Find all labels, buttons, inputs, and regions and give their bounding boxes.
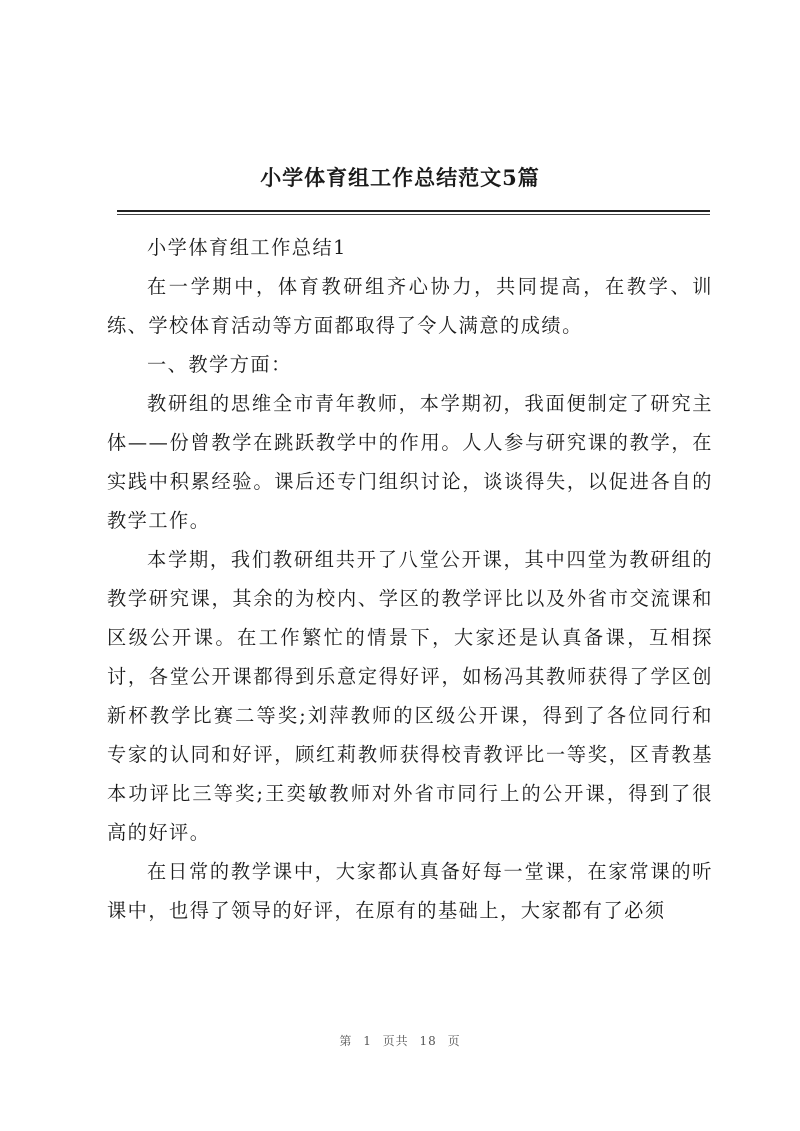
page-footer: 第 1 页共 18 页	[339, 1034, 461, 1048]
paragraph: 在一学期中，体育教研组齐心协力，共同提高，在教学、训练、学校体育活动等方面都取得了令人满意的成绩。	[107, 275, 713, 337]
paragraph: 本学期，我们教研组共开了八堂公开课，其中四堂为教研组的教学研究课，其余的为校内、学区的教学评比以及外省市交流课和区级公开课。在工作繁忙的情景下，大家还是认真备课，互相探讨，各堂公开课都得到乐意定得好评，如杨冯其教师获得了学区创新杯教学比赛二等奖;刘萍教师的区级公开课，得到了各位同行和专家的认同和好评，顾红莉教师获得校青教评比一等奖，区青教基本功评比三等奖;王奕敏教师对外省市同行上的公开课，得到了很高的好评。	[107, 548, 713, 844]
document-title: 小学体育组工作总结范文5篇	[260, 165, 540, 190]
section-heading: 小学体育组工作总结1	[147, 236, 347, 259]
title-divider	[117, 210, 710, 212]
paragraph: 在日常的教学课中，大家都认真备好每一堂课，在家常课的听课中，也得了领导的好评，在原有的基础上，大家都有了必须	[107, 860, 713, 922]
document-body	[107, 228, 713, 930]
subsection-heading: 一、教学方面：	[147, 353, 292, 376]
paragraph: 教研组的思维全市青年教师，本学期初，我面便制定了研究主体——份曾教学在跳跃教学中的作用。人人参与研究课的教学，在实践中积累经验。课后还专门组织讨论，谈谈得失，以促进各自的教学工作。	[107, 392, 713, 532]
title-divider-thin	[117, 214, 710, 215]
